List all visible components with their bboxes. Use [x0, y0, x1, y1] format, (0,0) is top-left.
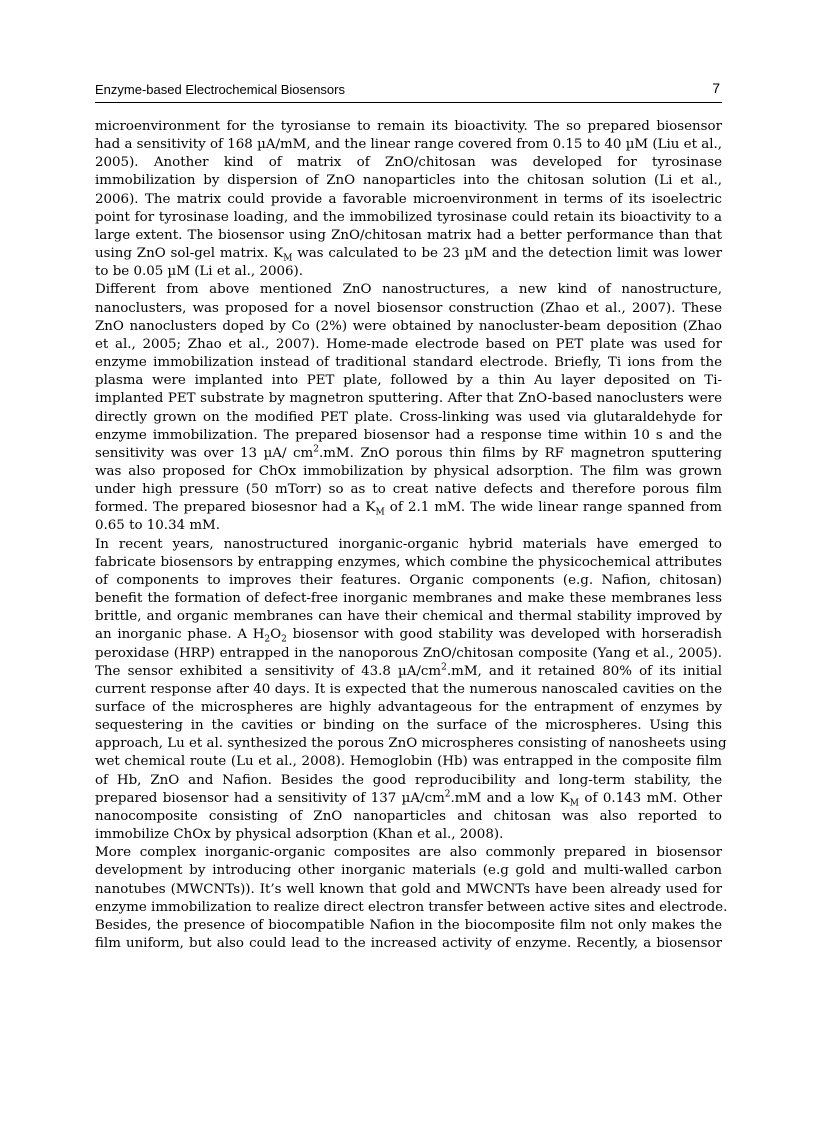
text-line: film uniform, but also could lead to the increased activity of enzyme. Recently, a biosensor	[95, 936, 722, 952]
text-line: wet chemical route (Lu et al., 2008). Hemoglobin (Hb) was entrapped in the composite film	[95, 754, 722, 770]
text-line: immobilization by dispersion of ZnO nanoparticles into the chitosan solution (Li et al.,	[95, 173, 722, 189]
text-line: benefit the formation of defect-free inorganic membranes and make these membranes less	[95, 591, 722, 607]
text-line: was also proposed for ChOx immobilization by physical adsorption. The film was grown	[95, 463, 722, 479]
text-line: fabricate biosensors by entrapping enzymes, which combine the physicochemical attributes	[95, 554, 722, 570]
text-line: implanted PET substrate by magnetron sputtering. After that ZnO-based nanoclusters were	[95, 391, 722, 407]
running-title: Enzyme-based Electrochemical Biosensors	[95, 82, 345, 97]
text-line: prepared biosensor had a sensitivity of 137 $\mu A/cm^2.mM$ and a low $K_M$ of 0.143 mM. Other	[95, 789, 722, 809]
text-line: of Hb, ZnO and Nafion. Besides the good reproducibility and long-term stability, the	[95, 772, 722, 788]
text-line: Different from above mentioned ZnO nanostructures, a new kind of nanostructure,	[95, 282, 722, 298]
text-line: had a sensitivity of 168 µA/mM, and the linear range covered from 0.15 to 40 µM (Liu et al.,	[95, 137, 722, 153]
text-line: using ZnO sol-gel matrix. $K_M$ was calculated to be 23 µM and the detection limit was lower	[95, 246, 722, 264]
text-line: 0.65 to 10.34 mM.	[95, 518, 221, 534]
text-line: peroxidase (HRP) entrapped in the nanoporous ZnO/chitosan composite (Yang et al., 2005).	[95, 645, 722, 661]
running-header	[95, 80, 722, 103]
text-line: large extent. The biosensor using ZnO/chitosan matrix had a better performance than that	[95, 227, 722, 243]
text-line: nanocomposite consisting of ZnO nanoparticles and chitosan was also reported to	[95, 808, 722, 824]
text-line: 2006). The matrix could provide a favorable microenvironment in terms of its isoelectric	[95, 191, 722, 207]
text-line: 2005). Another kind of matrix of ZnO/chitosan was developed for tyrosinase	[95, 155, 722, 171]
text-line: point for tyrosinase loading, and the immobilized tyrosinase could retain its bioactivity to a	[95, 209, 722, 225]
text-line: et al., 2005; Zhao et al., 2007). Home-made electrode based on PET plate was used for	[95, 336, 722, 352]
text-line: ZnO nanoclusters doped by Co (2%) were obtained by nanocluster-beam deposition (Zhao	[95, 318, 722, 334]
text-line: of components to improves their features. Organic components (e.g. Nafion, chitosan)	[95, 572, 722, 588]
text-line: approach, Lu et al. synthesized the porous ZnO microspheres consisting of nanosheets using	[95, 736, 727, 752]
text-line: immobilize ChOx by physical adsorption (Khan et al., 2008).	[95, 827, 504, 843]
text-line: nanoclusters, was proposed for a novel biosensor construction (Zhao et al., 2007). These	[95, 300, 722, 316]
text-line: brittle, and organic membranes can have their chemical and thermal stability improved by	[95, 609, 722, 625]
text-line: More complex inorganic-organic composites are also commonly prepared in biosensor	[95, 845, 722, 861]
text-line: under high pressure (50 mTorr) so as to creat native defects and therefore porous film	[95, 482, 722, 498]
text-line: an inorganic phase. A $H_2O_2$ biosensor with good stability was developed with horseradish	[95, 627, 722, 646]
text-line: microenvironment for the tyrosianse to remain its bioactivity. The so prepared biosensor	[95, 119, 722, 134]
text-line: formed. The prepared biosesnor had a $K_M$ of 2.1 mM. The wide linear range spanned from	[95, 500, 722, 518]
text-line: current response after 40 days. It is expected that the numerous nanoscaled cavities on the	[95, 681, 722, 697]
text-line: development by introducing other inorganic materials (e.g gold and multi-walled carbon	[95, 863, 722, 879]
page-number: 7	[712, 80, 720, 96]
text-line: In recent years, nanostructured inorganic-organic hybrid materials have emerged to	[95, 536, 722, 552]
text-line: sensitivity was over 13 µA/ $cm^2.mM$. ZnO porous thin films by RF magnetron sputtering	[95, 444, 722, 461]
text-line: sequestering in the cavities or binding on the surface of the microspheres. Using this	[95, 718, 722, 734]
text-line: The sensor exhibited a sensitivity of 43.8 $\mu A/cm^2.mM$, and it retained 80% of its initial	[95, 662, 722, 679]
text-line: enzyme immobilization. The prepared biosensor had a response time within 10 s and the	[95, 427, 722, 443]
text-line: Besides, the presence of biocompatible Nafion in the biocomposite film not only makes the	[95, 917, 722, 933]
text-line: nanotubes (MWCNTs)). It’s well known that gold and MWCNTs have been already used for	[95, 881, 722, 897]
text-line: surface of the microspheres are highly advantageous for the entrapment of enzymes by	[95, 700, 722, 715]
text-line: to be 0.05 µM (Li et al., 2006).	[95, 264, 304, 280]
text-line: enzyme immobilization to realize direct electron transfer between active sites and electrode.	[95, 899, 728, 915]
body-text	[95, 118, 728, 953]
text-line: directly grown on the modified PET plate. Cross-linking was used via glutaraldehyde for	[95, 409, 722, 425]
text-line: enzyme immobilization instead of traditional standard electrode. Briefly, Ti ions from the	[95, 355, 722, 371]
text-line: plasma were implanted into PET plate, followed by a thin Au layer deposited on Ti-	[95, 373, 722, 389]
